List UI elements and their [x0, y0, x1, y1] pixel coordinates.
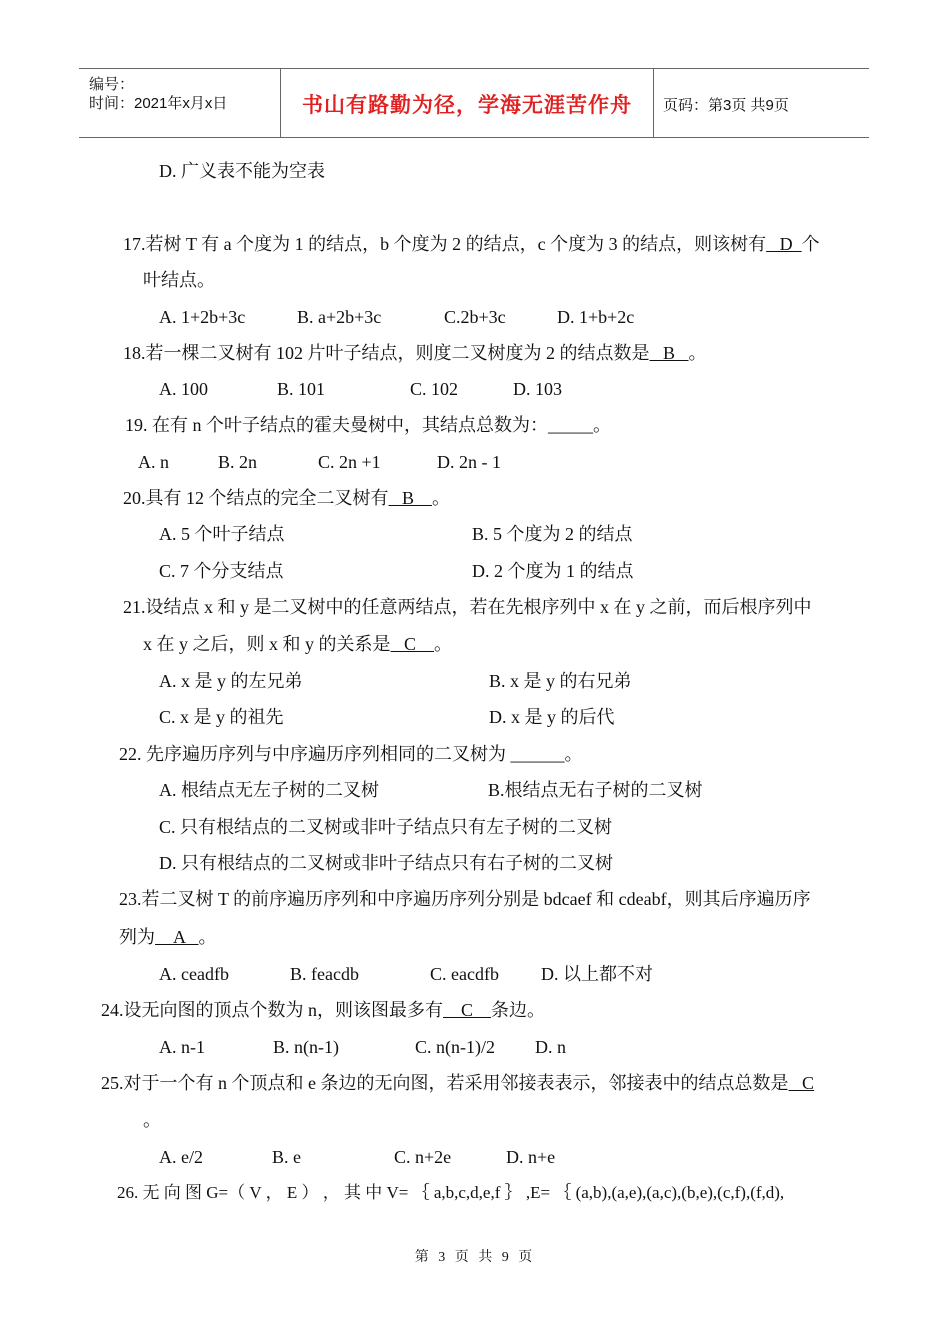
- option-d: D. 以上都不对: [541, 964, 653, 984]
- question-text: 个: [801, 234, 820, 254]
- option-b: B. 2n: [218, 452, 258, 472]
- doc-time-label: 时间：2021年x月x日: [89, 95, 228, 112]
- question-text: x 在 y 之后，则 x 和 y 的关系是: [143, 634, 391, 654]
- option-c: C.2b+3c: [444, 307, 506, 327]
- option-d: D. n+e: [506, 1147, 556, 1167]
- question-25: [101, 1071, 814, 1095]
- option-d: D. 2n - 1: [437, 452, 501, 472]
- question-text: 24.设无向图的顶点个数为 n，则该图最多有: [101, 1000, 443, 1020]
- option-d: D. 2 个度为 1 的结点: [472, 561, 634, 581]
- option-d: D. 只有根结点的二叉树或非叶子结点只有右子树的二叉树: [159, 853, 613, 873]
- option-c: C. 102: [410, 379, 459, 399]
- question-text: 25.对于一个有 n 个顶点和 e 条边的无向图，若采用邻接表表示，邻接表中的结点总数是: [101, 1073, 789, 1093]
- option-b: B. e: [272, 1147, 301, 1167]
- header-page-label: 页码：第3页 共9页: [663, 97, 789, 114]
- question-23: 23.若二叉树 T 的前序遍历序列和中序遍历序列分别是 bdcaef 和 cdeabf，则其后序遍历序: [119, 889, 811, 909]
- motto-text: 书山有路勤为径，学海无涯苦作舟: [302, 93, 632, 117]
- option-c: C. x 是 y 的祖先: [159, 707, 284, 727]
- question-23-cont: [119, 925, 217, 949]
- option-line: D. 广义表不能为空表: [159, 161, 325, 181]
- option-b: B. feacdb: [290, 964, 359, 984]
- option-b: B. 101: [277, 379, 326, 399]
- question-20: [123, 486, 450, 510]
- question-text: 17.若树 T 有 a 个度为 1 的结点，b 个度为 2 的结点，c 个度为 3 的结点，则该树有: [123, 234, 767, 254]
- option-d: D. n: [535, 1037, 566, 1057]
- option-c: C. 7 个分支结点: [159, 561, 284, 581]
- option-a: A. e/2: [159, 1147, 203, 1167]
- question-18: [123, 341, 707, 365]
- answer-blank: B: [649, 343, 689, 363]
- question-text: 20.具有 12 个结点的完全二叉树有: [123, 488, 389, 508]
- option-b: B. x 是 y 的右兄弟: [489, 671, 632, 691]
- question-text: 条边。: [491, 1000, 546, 1020]
- option-c: C. 只有根结点的二叉树或非叶子结点只有左子树的二叉树: [159, 817, 613, 837]
- option-a: A. 根结点无左子树的二叉树: [159, 780, 379, 800]
- doc-number-label: 编号：: [89, 76, 135, 93]
- option-d: D. x 是 y 的后代: [489, 707, 615, 727]
- page-footer: 第 3 页 共 9 页: [414, 1250, 536, 1265]
- question-19: 19. 在有 n 个叶子结点的霍夫曼树中，其结点总数为：_____。: [125, 415, 611, 435]
- answer-blank: C: [443, 1000, 492, 1020]
- option-c: C. eacdfb: [430, 964, 499, 984]
- option-a: A. n-1: [159, 1037, 205, 1057]
- question-text: 列为: [119, 927, 155, 947]
- option-b: B. 5 个度为 2 的结点: [472, 524, 633, 544]
- option-c: C. n(n-1)/2: [415, 1037, 495, 1057]
- option-a: A. n: [138, 452, 169, 472]
- question-24: [101, 998, 545, 1022]
- question-text: 。: [198, 927, 217, 947]
- header-meta-cell: [79, 69, 280, 137]
- answer-blank: C: [788, 1073, 815, 1093]
- question-17: [123, 232, 820, 256]
- question-text: 。: [432, 488, 451, 508]
- question-text: 。: [143, 1110, 161, 1130]
- question-21: 21.设结点 x 和 y 是二叉树中的任意两结点，若在先根序列中 x 在 y 之前，而后根序列中: [123, 597, 812, 617]
- option-d: D. 103: [513, 379, 562, 399]
- answer-blank: C: [390, 634, 435, 654]
- question-text: 。: [688, 343, 707, 363]
- question-text: 18.若一棵二叉树有 102 片叶子结点，则度二叉树度为 2 的结点数是: [123, 343, 650, 363]
- option-a: A. 5 个叶子结点: [159, 524, 285, 544]
- question-text: 。: [434, 634, 453, 654]
- header-page-cell: [653, 69, 869, 137]
- option-a: A. 100: [159, 379, 208, 399]
- option-b: B. a+2b+3c: [297, 307, 382, 327]
- option-a: A. ceadfb: [159, 964, 229, 984]
- option-a: A. 1+2b+3c: [159, 307, 246, 327]
- answer-blank: B: [388, 488, 433, 508]
- question-22: 22. 先序遍历序列与中序遍历序列相同的二叉树为 ______。: [119, 744, 583, 764]
- option-c: C. 2n +1: [318, 452, 381, 472]
- option-b: B. n(n-1): [273, 1037, 339, 1057]
- option-b: B.根结点无右子树的二叉树: [488, 780, 703, 800]
- answer-blank: A: [155, 927, 199, 947]
- question-text: 叶结点。: [143, 270, 215, 290]
- question-21-cont: [143, 632, 452, 656]
- answer-blank: D: [766, 234, 802, 254]
- question-26: 26. 无 向 图 G=（ V ， E ） ， 其 中 V= ｛ a,b,c,d,e,f ｝ ,E= ｛ (a,b),(a,e),(a,c),(b,e),(c,f),(f,d),: [117, 1183, 785, 1202]
- page-header: [79, 68, 869, 138]
- option-d: D. 1+b+2c: [557, 307, 635, 327]
- header-motto-cell: [280, 69, 654, 137]
- option-a: A. x 是 y 的左兄弟: [159, 671, 303, 691]
- option-c: C. n+2e: [394, 1147, 452, 1167]
